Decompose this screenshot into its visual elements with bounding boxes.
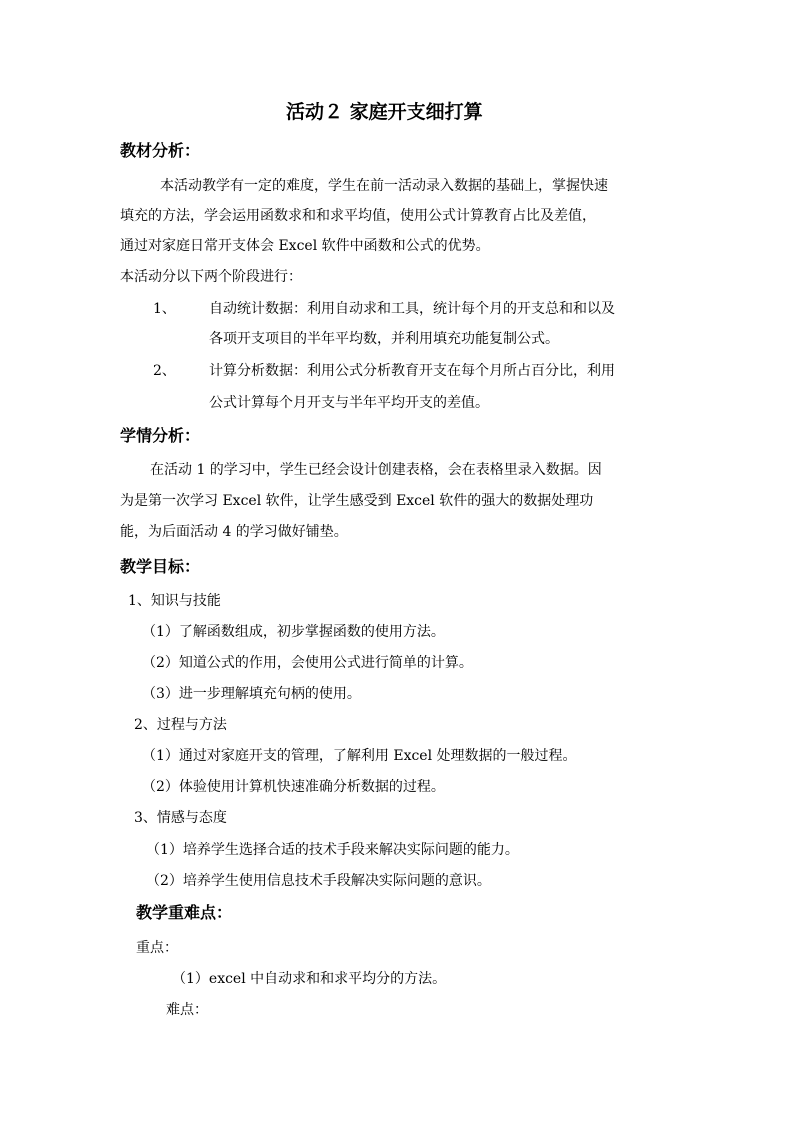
- paragraph-line: 在活动 1 的学习中，学生已经会设计创建表格，会在表格里录入数据。因: [150, 462, 602, 478]
- stage-text: 计算分析数据：利用公式分析教育开支在每个月所占百分比，利用: [209, 363, 615, 379]
- objective-item: （2）体验使用计算机快速准确分析数据的过程。: [142, 779, 445, 795]
- objective-group-label: 3、情感与态度: [134, 810, 227, 826]
- section-heading-key-points: 教学重难点：: [136, 903, 233, 922]
- stage-text: 自动统计数据：利用自动求和工具，统计每个月的开支总和和以及: [209, 301, 615, 317]
- paragraph-line: 通过对家庭日常开支体会 Excel 软件中函数和公式的优势。: [120, 238, 490, 254]
- stage-number: 2、: [153, 363, 176, 379]
- stage-intro: 本活动分以下两个阶段进行：: [120, 269, 302, 285]
- objective-item: （3）进一步理解填充句柄的使用。: [142, 686, 361, 702]
- objective-item: （2）知道公式的作用，会使用公式进行简单的计算。: [142, 655, 473, 671]
- objective-item: （1）了解函数组成，初步掌握函数的使用方法。: [142, 624, 445, 640]
- paragraph-line: 本活动教学有一定的难度，学生在前一活动录入数据的基础上，掌握快速: [160, 178, 608, 194]
- section-heading-objectives: 教学目标：: [120, 557, 201, 576]
- section-heading-material-analysis: 教材分析：: [120, 141, 201, 160]
- stage-number: 1、: [153, 301, 176, 317]
- paragraph-line: 填充的方法，学会运用函数求和和求平均值，使用公式计算教育占比及差值，: [120, 208, 596, 224]
- stage-text: 公式计算每个月开支与半年平均开支的差值。: [209, 395, 489, 411]
- paragraph-line: 为是第一次学习 Excel 软件，让学生感受到 Excel 软件的强大的数据处理功: [120, 493, 594, 509]
- key-point-label: 重点：: [136, 940, 178, 956]
- paragraph-line: 能，为后面活动 4 的学习做好铺垫。: [120, 524, 348, 540]
- objective-item: （2）培养学生使用信息技术手段解决实际问题的意识。: [146, 873, 491, 889]
- objective-group-label: 2、过程与方法: [134, 717, 227, 733]
- objective-item: （1）通过对家庭开支的管理，了解利用 Excel 处理数据的一般过程。: [142, 748, 577, 764]
- objective-group-label: 1、知识与技能: [128, 593, 221, 609]
- stage-text: 各项开支项目的半年平均数，并利用填充功能复制公式。: [209, 331, 559, 347]
- key-point-item: （1）excel 中自动求和和求平均分的方法。: [172, 971, 447, 987]
- page-title: 活动２ 家庭开支细打算: [286, 101, 483, 123]
- section-heading-student-analysis: 学情分析：: [120, 426, 201, 445]
- difficult-point-label: 难点：: [166, 1002, 208, 1018]
- objective-item: （1）培养学生选择合适的技术手段来解决实际问题的能力。: [146, 842, 519, 858]
